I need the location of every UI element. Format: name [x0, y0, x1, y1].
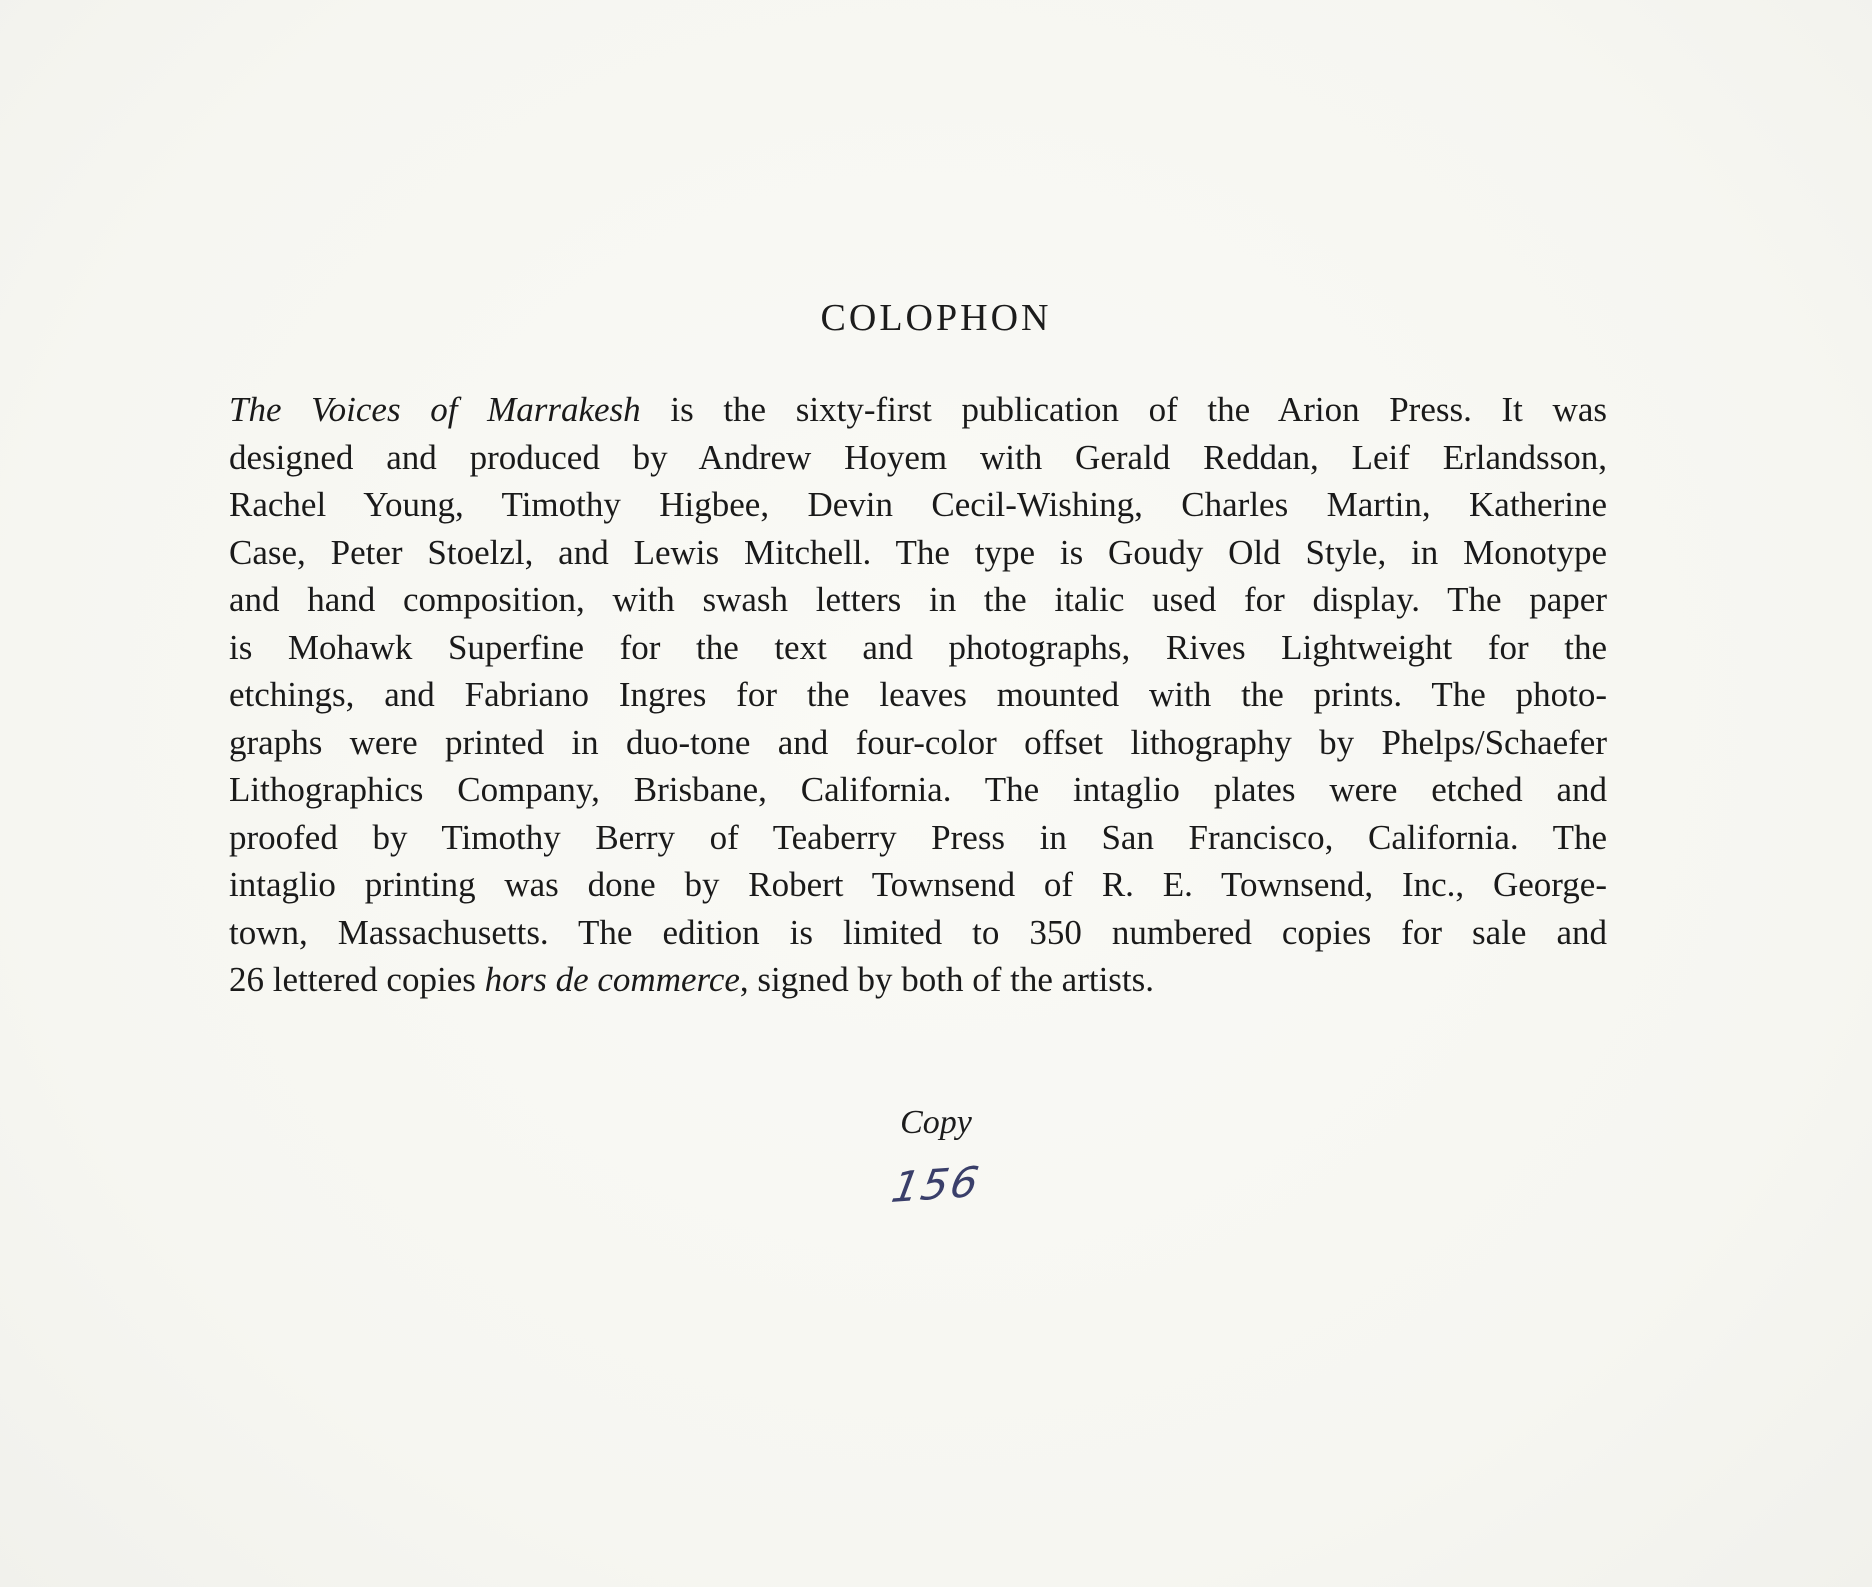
colophon-line: and hand composition, with swash letters in the italic used for display. The paper [229, 580, 1607, 619]
colophon-line: graphs were printed in duo-tone and four-color offset lithography by Phelps/Schaefer [229, 722, 1607, 762]
colophon-body [229, 386, 1607, 1004]
colophon-line: Lithographics Company, Brisbane, California. The intaglio plates were etched and [229, 770, 1607, 809]
copy-number-handwritten [0, 1157, 1872, 1212]
colophon-line: proofed by Timothy Berry of Teaberry Press in San Francisco, California. The [229, 817, 1607, 857]
colophon-line: etchings, and Fabriano Ingres for the leaves mounted with the prints. The photo- [229, 675, 1607, 714]
colophon-line: intaglio printing was done by Robert Townsend of R. E. Townsend, Inc., George- [229, 865, 1607, 904]
colophon-line [229, 956, 1607, 1004]
colophon-heading: COLOPHON [820, 297, 1052, 339]
colophon-line: town, Massachusetts. The edition is limited to 350 numbered copies for sale and [229, 912, 1607, 952]
colophon-line: designed and produced by Andrew Hoyem with Gerald Reddan, Leif Erlandsson, [229, 437, 1607, 477]
colophon-line: Rachel Young, Timothy Higbee, Devin Cecil-Wishing, Charles Martin, Katherine [229, 485, 1607, 524]
line-text: , signed by both of the artists. [739, 960, 1155, 999]
colophon-line: Case, Peter Stoelzl, and Lewis Mitchell. The type is Goudy Old Style, in Monotype [229, 532, 1607, 572]
copy-label: Copy [900, 1104, 972, 1141]
colophon-line [229, 386, 1607, 434]
colophon-line: is Mohawk Superfine for the text and photographs, Rives Lightweight for the [229, 627, 1607, 667]
line-text: is the sixty-first publication of the Arion Press. It was [640, 390, 1607, 429]
italic-phrase: hors de commerce [484, 960, 740, 999]
copy-number-value: 156 [887, 1157, 985, 1212]
book-title: The Voices of Marrakesh [229, 390, 641, 429]
line-text: 26 lettered copies [229, 960, 485, 999]
